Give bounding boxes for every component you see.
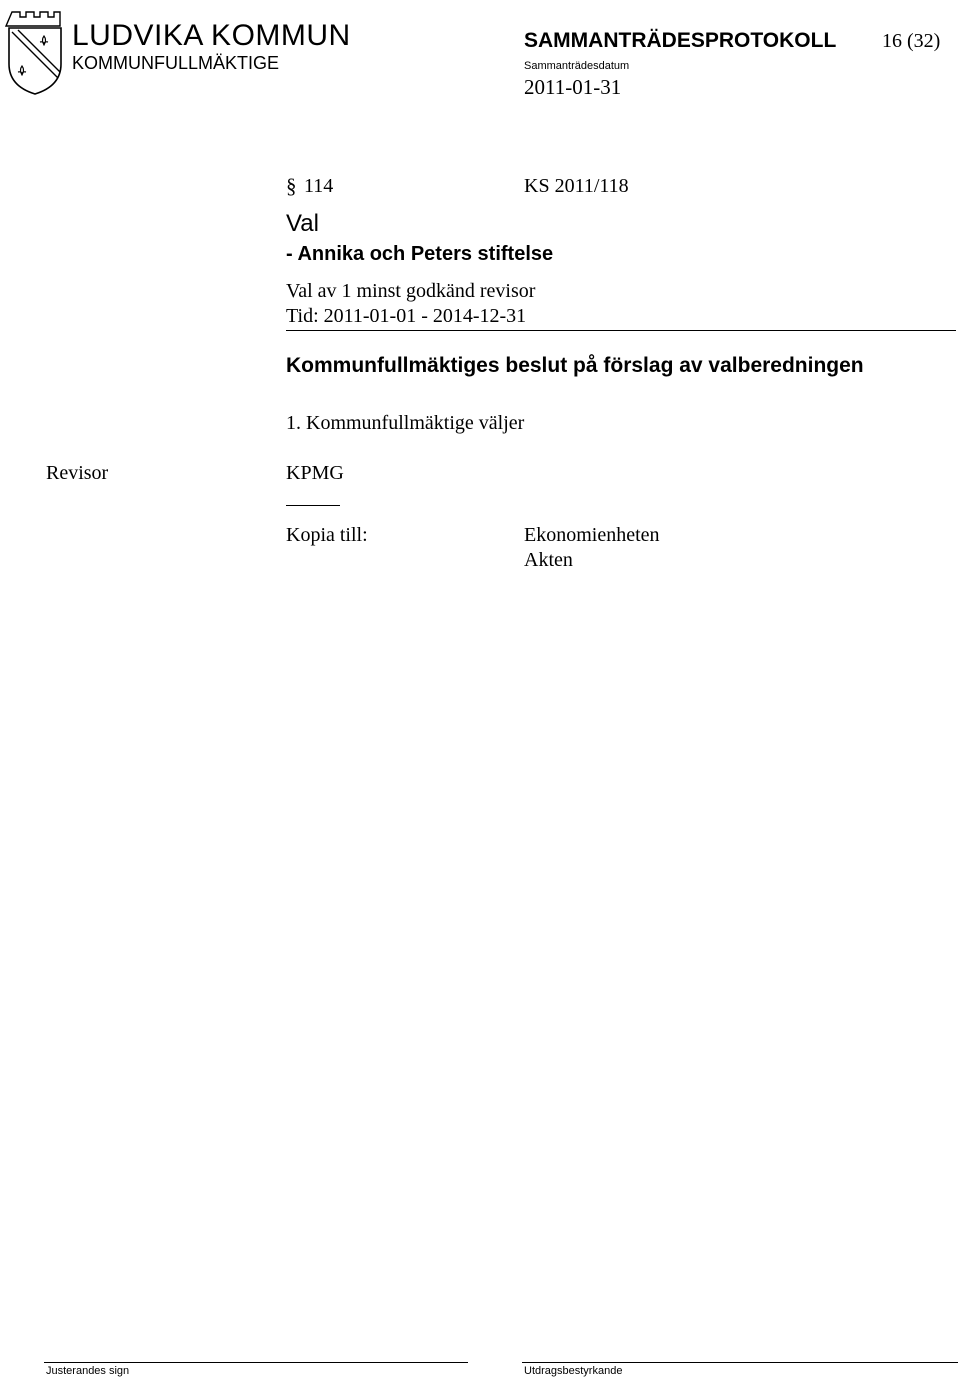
section-number: 114 — [304, 175, 334, 197]
decision-heading: Kommunfullmäktiges beslut på förslag av valberedningen — [286, 354, 864, 377]
end-divider — [286, 505, 340, 506]
organization-name: LUDVIKA KOMMUN — [72, 19, 351, 52]
section-symbol: § — [286, 174, 297, 198]
case-number: KS 2011/118 — [524, 175, 629, 197]
document-type: SAMMANTRÄDESPROTOKOLL — [524, 29, 837, 52]
signature-line-left — [44, 1362, 468, 1363]
role-label: Revisor — [46, 462, 109, 484]
decision-item: 1. Kommunfullmäktige väljer — [286, 412, 525, 434]
organization-subtitle: KOMMUNFULLMÄKTIGE — [72, 53, 280, 73]
signature-line-right — [522, 1362, 958, 1363]
copy-recipient: Ekonomienheten — [524, 524, 660, 546]
certification-label: Utdragsbestyrkande — [524, 1365, 623, 1377]
copy-to-label: Kopia till: — [286, 524, 368, 546]
meeting-date-label: Sammanträdesdatum — [524, 60, 630, 72]
adjuster-signature-label: Justerandes sign — [46, 1365, 130, 1377]
page-number: 16 (32) — [882, 30, 941, 52]
section-title: Val — [286, 210, 319, 237]
description-line: Val av 1 minst godkänd revisor — [286, 280, 536, 302]
municipal-crest-icon — [4, 8, 66, 96]
section-divider — [286, 330, 956, 331]
role-value: KPMG — [286, 462, 344, 484]
meeting-date: 2011-01-31 — [524, 75, 622, 99]
section-subtitle: - Annika och Peters stiftelse — [286, 243, 554, 265]
description-line: Tid: 2011-01-01 - 2014-12-31 — [286, 305, 527, 327]
copy-recipient: Akten — [524, 549, 573, 571]
